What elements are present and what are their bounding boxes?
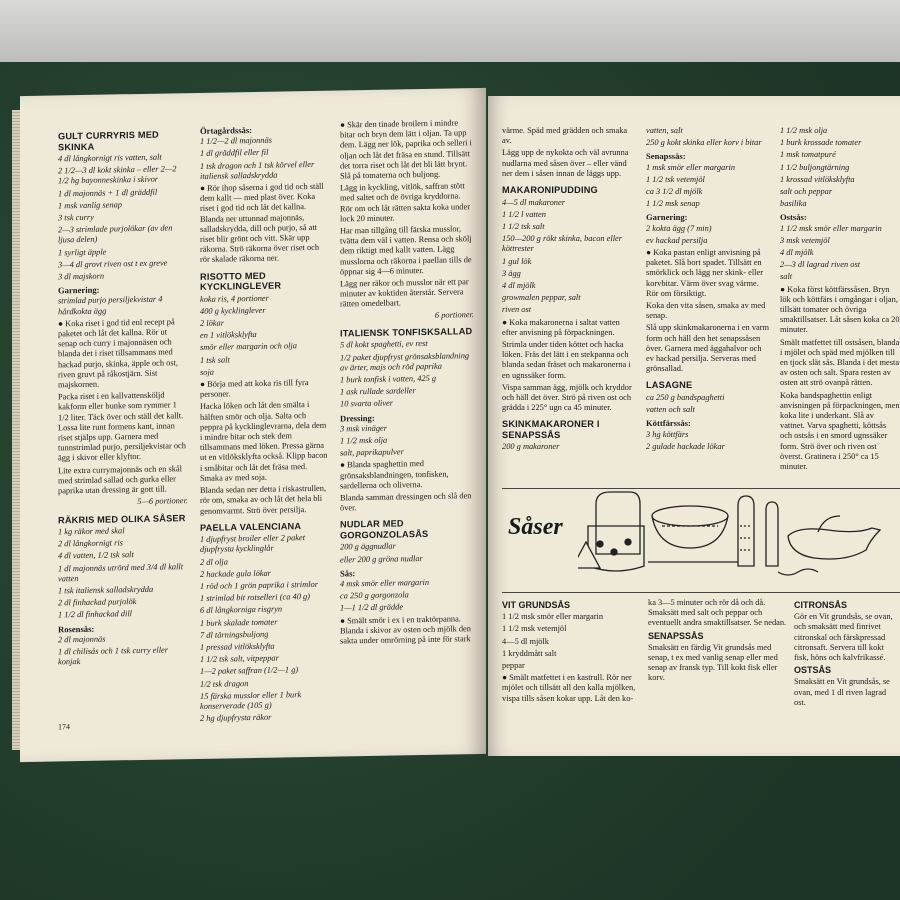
instruction-text: ● Koka pastan enligt anvisning på paketet. Slå bort spadet. Tillsätt en smörklick och lägg ner skink- eller korvbitar. Värm över svag värme. Rör om försiktigt. — [646, 248, 763, 298]
ingredient-line: 2—3 dl lagrad riven ost — [780, 260, 861, 270]
ingredient-line: 1 1/2 dl finhackad dill — [58, 609, 132, 620]
recipe-heading: VIT GRUNDSÅS — [502, 600, 571, 610]
subheading: Garnering: — [58, 284, 100, 296]
ingredient-line: 1 1/2 msk senap — [646, 199, 700, 209]
ingredient-line: 150—200 g rökt skinka, bacon eller köttrester — [502, 234, 623, 254]
instruction-text: ● Koka makaronerna i saltat vatten efter anvisning på förpackningen. — [502, 317, 620, 337]
ingredient-line: 4 dl mjölk — [502, 280, 536, 290]
ingredient-line: 1 burk skalade tomater — [200, 617, 278, 628]
ingredient-line: 1 dl gräddfil eller fil — [200, 148, 269, 159]
ingredient-line: 4 dl långkornigt ris vatten, salt — [58, 152, 162, 164]
instruction-text: Lägg ner räkor och musslor när ett par minuter av koktiden återstår. Servera rätten omedelbart. — [340, 277, 469, 309]
ingredient-line: ca 250 g gorgonzola — [340, 590, 409, 601]
ingredient-line: 1 burk tonfisk i vatten, 425 g — [340, 373, 437, 385]
ingredient-line: 2 lökar — [200, 318, 224, 328]
ingredient-line: 7 dl tärningsbuljong — [200, 629, 269, 640]
ingredient-line: 200 g makaroner — [502, 442, 560, 452]
recipe-heading: CITRONSÅS — [794, 600, 848, 610]
subheading: Rosensås: — [58, 623, 95, 635]
ingredient-line: vatten, salt — [646, 126, 683, 135]
recipe-heading: OSTSÅS — [794, 665, 832, 676]
ingredient-line: growmalen peppar, salt — [502, 293, 581, 303]
ingredient-line: smör eller margarin och olja — [200, 341, 297, 353]
ingredient-line: 2 dl majonnäs — [58, 634, 106, 645]
ingredient-line: riven ost — [502, 305, 532, 315]
left-page — [20, 88, 486, 762]
ingredient-line: 3 ägg — [502, 268, 521, 278]
right-column-2 — [646, 126, 770, 454]
instruction-text: värme. Späd med grädden och smaka av. — [502, 126, 628, 146]
ingredient-line: 3—4 dl grovt riven ost t ex greve — [58, 258, 168, 270]
ingredient-line: 1 burk krossade tomater — [780, 138, 862, 148]
ingredient-line: 1 1/2 tsk salt, vitpeppar — [200, 653, 279, 665]
ingredient-line: 1 tsk salt — [200, 355, 230, 365]
ingredient-line: 1 1/2 msk smör eller margarin — [502, 612, 604, 622]
recipe-heading: SENAPSSÅS — [648, 630, 704, 641]
ingredient-line: 3 hg köttfärs — [646, 429, 689, 439]
subheading: Senapssås: — [646, 151, 686, 162]
sauce-column-1 — [502, 598, 642, 706]
instruction-text: Hacka löken och låt den smälta i hälften smör och olja. Salta och peppra på kycklinglevrarna, dela dem i mindre bitar och stek dem tillsammans med löken. Pressa gärna ut en vitlöksklyfta också. Klipp bacon i småbitar och låt det fräsa med. Smaka av med soja. — [200, 400, 328, 483]
open-cookbook — [12, 84, 900, 774]
instruction-text: Smaksätt en färdig Vit grundsås med senap, t ex med vanlig senap eller med senap av fransk typ. Till kokt fisk eller korv. — [648, 642, 778, 683]
instruction-text: Vispa samman ägg, mjölk och kryddor och häll det över. Strö på riven ost och grädda i 225° ugn ca 45 minuter. — [502, 382, 632, 413]
instruction-text: Blanda sedan ner detta i riskastrullen, rör om, smaka av och låt det hela bli genomvarmt. Strö över persilja. — [200, 483, 327, 516]
ingredient-line: 1 1/2 msk vetemjöl — [502, 624, 567, 634]
portions-note: 5—6 portioner. — [137, 496, 188, 507]
instruction-text: Lite extra currymajonnäs och en skål med strimlad sallad och gurka eller paprika utan dressing är gott till. — [58, 463, 182, 496]
instruction-text: Koka bandspaghettin enligt anvisningen på förpackningen, men koka lite i underkant. Slå av vattnet. Varva spaghetti, köttsås och ostsås i en smord ugnssäker form. Strö över och riven ost överst. Gratinera i 250° ca 15 minuter. — [780, 390, 900, 472]
instruction-text: ● Koka först köttfärssåsen. Bryn lök och köttfärs i omgångar i oljan, tillsätt tomater och övriga smaktillsatser. Låt såsen koka ca 20 minuter. — [780, 284, 900, 335]
instruction-text: Slå upp skinkmakaronerna i en varm form och häll den het senapssåsen över. Garnera med äggahalvor och ev hackad persilja. Serveras med grönsallad. — [646, 323, 770, 374]
instruction-text: ● Koka riset i god tid enl recept på paketet och låt det kallna. Rör ut senap och curry i majonnäsen och blanda det i riset tillsammans med hackad purjo, skinka, äpple och ost, riven gruvt på råkostjärn. Sist majskornen. — [58, 317, 179, 390]
instruction-text: ● Börja med att koka ris till fyra personer. — [200, 378, 309, 400]
ingredient-line: 3 tsk curry — [58, 212, 94, 223]
ingredient-line: 2—3 strimlade purjolökar (av den ljusa delen) — [58, 223, 173, 245]
ingredient-line: 3 dl majskorn — [58, 271, 105, 282]
ingredient-line: 2 dl finhackad purjolök — [58, 597, 137, 608]
right-page — [488, 96, 900, 756]
ingredient-line: 1 dl chilisås och 1 tsk curry eller konjak — [58, 645, 169, 667]
ingredient-line: 1 tsk italiensk salladskrydda — [58, 584, 154, 596]
instruction-text: Packa riset i en kallvattensköljd kakform eller bunke som rymmer 1 1/2 liter. Täck över och ställ det kallt. Lossa lite runt formens kant, innan riset stjälps upp. Garnera med tunnstrimlad purjo, persiljekvistar och ägg i skivor eller klyftor. — [58, 390, 186, 463]
left-column-3 — [340, 118, 474, 649]
recipe-heading: ITALIENSK TONFISKSALLAD — [340, 326, 473, 339]
ingredient-line: 1 tsk dragon och 1 tsk körvel eller italiensk salladskrydda — [200, 159, 315, 181]
ingredient-line: 1 gul lök — [502, 256, 532, 266]
ingredient-line: 1 1/2 tsk vetemjöl — [646, 174, 705, 184]
subheading: Garnering: — [646, 212, 688, 223]
ingredient-line: basilika — [780, 199, 807, 209]
ingredient-line: peppar — [502, 661, 525, 671]
instruction-text: Koka den vita såsen, smaka av med senap. — [646, 301, 766, 321]
recipe-heading: RISOTTO MED KYCKLINGLEVER — [200, 270, 282, 293]
left-column-1 — [58, 123, 188, 670]
ingredient-line: 6 dl långkorniga risgryn — [200, 604, 283, 616]
ingredient-line: 1 1/2 l vatten — [502, 209, 546, 219]
ingredient-line: 1—1 1/2 dl grädde — [340, 602, 404, 613]
recipe-heading: MAKARONIPUDDING — [502, 185, 598, 196]
instruction-text: ● Skär den tinade broilern i mindre bitar och bryn dem lätt i oljan. Ta upp dem. Lägg ner lök, paprika och selleri i oljan och låt det fräsa en stund. Tillsätt det torra riset och låt det bli lätt brynt. Slå på tomaterna och buljong. — [340, 118, 472, 181]
ingredient-line: 2 gulade hackade lökar — [646, 441, 725, 451]
recipe-heading: NUDLAR MED GORGONZOLASÅS — [340, 518, 429, 541]
ingredient-line: 1 msk smör eller margarin — [646, 162, 736, 172]
recipe-heading: PAELLA VALENCIANA — [200, 520, 302, 533]
section-divider-bottom — [502, 592, 900, 593]
ingredient-line: 4 dl mjölk — [780, 248, 814, 258]
ingredient-line: 1 1/2 buljongtärning — [780, 162, 850, 172]
subheading: Köttfärssås: — [646, 418, 691, 429]
ingredient-line: 4 msk smör eller margarin — [340, 577, 430, 589]
ingredient-line: 3 msk vinäger — [340, 423, 387, 434]
subheading: Ostsås: — [780, 212, 807, 223]
instruction-text: ka 3—5 minuter och rör då och då. Smaksätt med salt och peppar och eventuellt andra smaktillsatser. Se nedan. — [648, 598, 787, 628]
ingredient-line: 2 kokta ägg (7 min) — [646, 223, 712, 233]
ingredient-line: 2 1/2—3 dl kokt skinka – eller 2—2 1/2 hg bayonneskinka i skivor — [58, 164, 177, 186]
ingredient-line: 4 dl vatten, 1/2 tsk salt — [58, 550, 134, 561]
ingredient-line: ev hackad persilja — [646, 235, 708, 245]
ingredient-line: 2 hackade gula lökar — [200, 568, 271, 579]
ingredient-line: salt och peppar — [780, 187, 833, 197]
ingredient-line: 1 röd och 1 grön paprika i strimlor — [200, 579, 318, 591]
ingredient-line: strimlad purjo persiljekvistar 4 hårdkokta ägg — [58, 295, 163, 317]
ingredient-line: 3 msk vetemjöl — [780, 235, 830, 245]
ingredient-line: 1 pressad vitlöksklyfta — [200, 641, 275, 652]
ingredient-line: 1 msk vanlig senap — [58, 200, 122, 211]
ingredient-line: 1 kg räkor med skal — [58, 526, 125, 537]
ingredient-line: 250 g kokt skinka eller korv i bitar — [646, 138, 762, 148]
wall-background — [0, 0, 900, 62]
ingredient-line: 200 g äggnudlar — [340, 541, 396, 552]
instruction-text: Smält matfettet till ostsåsen, blanda i mjölet och späd med mjölken till en tjock slät sås. Blanda i det mesta av osten och salt. Spara resten av osten att strö ovanpå rätten. — [780, 337, 900, 388]
ingredient-line: 4—5 dl makaroner — [502, 197, 565, 207]
ingredient-line: en 1 vitlöksklyfta — [200, 330, 257, 341]
ingredient-line: salt, paprikapulver — [340, 447, 404, 458]
ingredient-line: soja — [200, 367, 214, 377]
recipe-heading: LASAGNE — [646, 380, 693, 391]
ingredient-line: 1 krossad vitlöksklyfta — [780, 174, 855, 184]
ingredient-line: 10 svarta oliver — [340, 398, 394, 409]
ingredient-line: eller 200 g gröna nudlar — [340, 553, 423, 565]
ingredient-line: 1 msk tomatpuré — [780, 150, 836, 160]
right-column-1 — [502, 126, 634, 455]
instruction-text: Har man tillgång till färska musslor, tvätta dem väl i vatten. Rensa och skölj dem riktigt med kallt vatten. Lägg musslorna och räkorna i paellan tills de öppnar sig 4—6 minuter. — [340, 224, 472, 277]
instruction-text: Blanda samman dressingen och slå den över. — [340, 491, 472, 513]
ingredient-line: salt — [780, 272, 793, 282]
recipe-heading: SKINKMAKARONER I SENAPSSÅS — [502, 419, 600, 440]
ingredient-line: 2 dl långkornigt ris — [58, 538, 123, 549]
ingredient-line: 1 1/2 msk olja — [780, 126, 828, 135]
ingredient-line: koka ris, 4 portioner — [200, 293, 269, 304]
instruction-text: Strimla under tiden köttet och hacka löken. Fräs det lätt i en stekpanna och blanda sedan fräset och makaronerna i en ugnssäker form. — [502, 339, 631, 380]
ingredient-line: 1 dl majonnäs + 1 dl gräddfil — [58, 187, 158, 199]
subheading: Örtagårdssås: — [200, 125, 253, 136]
right-column-3 — [780, 126, 900, 474]
instruction-text: Lägg in kyckling, vitlök, saffran stött med saltet och de övriga kryddorna. Rör om och låt rätten sakta koka under lock 20 minuter. — [340, 181, 471, 224]
ingredient-line: 1 1/2—2 dl majonnäs — [200, 135, 272, 147]
subheading: Sås: — [340, 568, 356, 579]
portions-note: 6 portioner. — [434, 309, 474, 320]
ingredient-line: 4—5 dl mjölk — [502, 636, 549, 646]
ingredient-line: 1—2 paket saffran (1/2—1 g) — [200, 665, 299, 677]
instruction-text: ● Blanda spaghettin med grönsaksblandningen, tonfisken, sardellerna och oliverna. — [340, 459, 449, 491]
ingredient-line: 1 kryddmått salt — [502, 648, 557, 658]
page-number: 174 — [58, 722, 70, 732]
ingredient-line: vatten och salt — [646, 405, 695, 415]
ingredient-line: ca 250 g bandspaghetti — [646, 392, 725, 402]
subheading: Dressing: — [340, 412, 375, 424]
ingredient-line: 1 1/2 msk smör eller margarin — [780, 223, 882, 233]
ingredient-line: 1 syrligt äpple — [58, 247, 107, 258]
ingredient-line: 1/2 paket djupfryst grönsaksblandning av ärter, majs och röd paprika — [340, 350, 470, 373]
instruction-text: Lägg upp de nykokta och väl avrunna nudlarna med såsen över – eller vänd ner dem i såsen innan de läggs upp. — [502, 148, 629, 178]
ingredient-line: 15 färska musslor eller 1 burk konserverade (105 g) — [200, 690, 302, 711]
sauce-column-3 — [794, 598, 900, 710]
instruction-text: ● Smält matfettet i en kastrull. Rör ner mjölet och tillsätt all den kalla mjölken, vispa tills såsen kokar upp. Låt den ko- — [502, 673, 636, 703]
ingredient-line: ca 3 1/2 dl mjölk — [646, 187, 703, 197]
ingredient-line: 1 strimlad bit rotselleri (ca 40 g) — [200, 592, 310, 604]
sauce-column-2 — [648, 598, 788, 686]
ingredient-line: 2 hg djupfrysta räkor — [200, 712, 272, 724]
ingredient-line: 1 dl majonnäs utrörd med 3/4 dl kallt vatten — [58, 561, 184, 584]
instruction-text: ● Smält smör i ex i en traktörpanna. Blanda i skivor av osten och mjölk den sakta under omrörning på inte för stark — [340, 613, 471, 646]
ingredient-line: 2 dl olja — [200, 557, 228, 567]
ingredient-line: 1 1/2 msk olja — [340, 435, 388, 446]
recipe-heading: RÄKRIS MED OLIKA SÅSER — [58, 512, 186, 525]
ingredient-line: 1 ask rullade sardeller — [340, 386, 416, 397]
ingredient-line: 400 g kycklinglever — [200, 305, 266, 316]
ingredient-line: 1/2 tsk dragon — [200, 678, 249, 689]
ingredient-line: 5 dl kokt spaghetti, ev rest — [340, 339, 428, 350]
ingredient-line: 1 djupfryst broiler eller 2 paket djupfrysta kycklinglår — [200, 533, 306, 555]
section-title: Såser — [508, 514, 563, 540]
instruction-text: ● Rör ihop såserna i god tid och ställ dem kallt — med plast över. Koka riset i god tid och låt det kallna. Blanda ner uttunnad majonnäs, salladskrydda, dill och purjo, så att riset blir grönt och vitt. Skär upp räkorna. Strö räkorna över riset och rör skalade räkorna ner. — [200, 181, 324, 265]
recipe-heading: GULT CURRYRIS MED SKINKA — [58, 129, 159, 152]
kitchen-illustration — [578, 486, 900, 584]
instruction-text: Smaksätt en Vit grundsås, se ovan, med 1 dl riven lagrad ost. — [794, 677, 890, 707]
instruction-text: Gör en Vit grundsås, se ovan, och smaksätt med finrivet citronskal och färskpressad citronsaft. Servera till kokt fisk, höns och kalvfrikassé. — [794, 612, 893, 663]
ingredient-line: 1 1/2 tsk salt — [502, 221, 545, 231]
left-column-2 — [200, 121, 328, 727]
